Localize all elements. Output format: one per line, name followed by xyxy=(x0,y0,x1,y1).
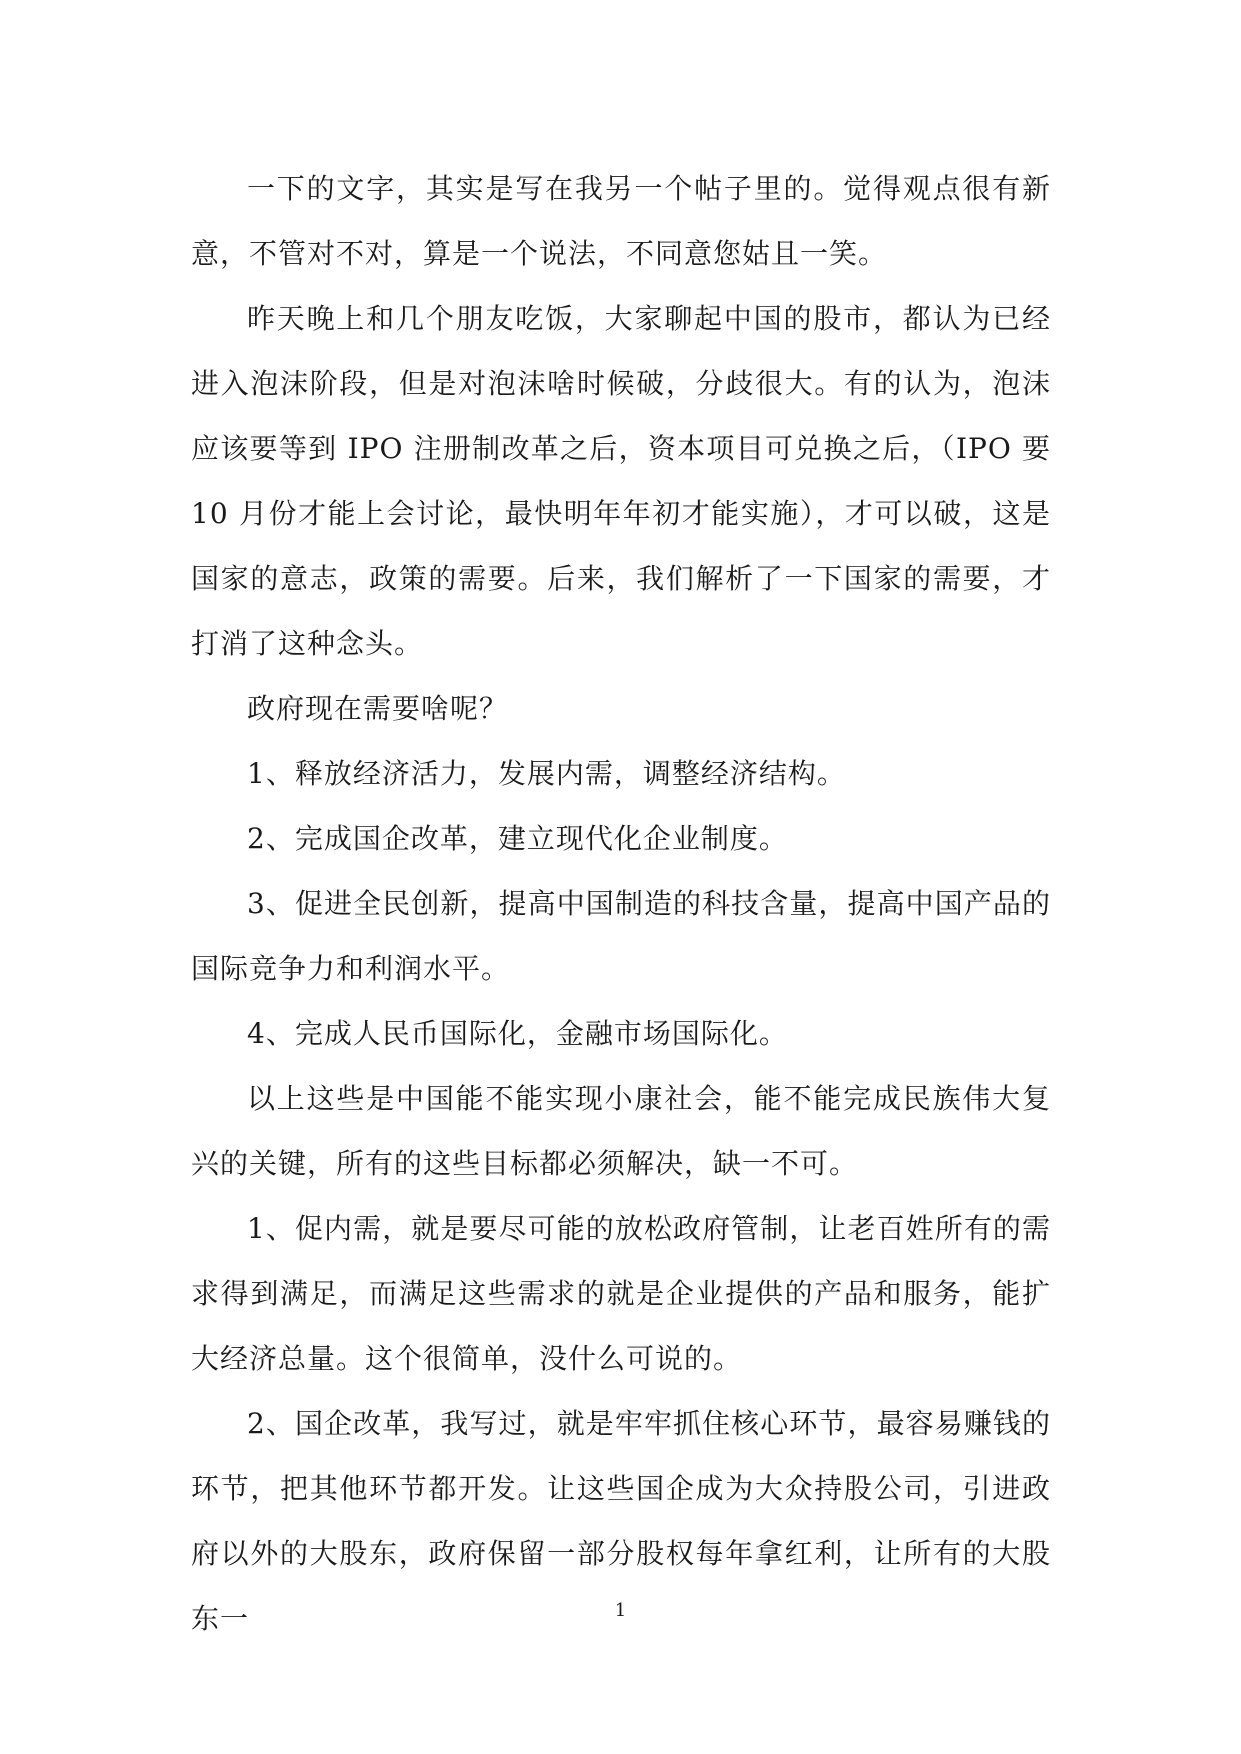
document-body xyxy=(191,156,1051,1651)
paragraph-dinner-discussion: 昨天晚上和几个朋友吃饭，大家聊起中国的股市，都认为已经进入泡沫阶段，但是对泡沫啥时候破，分歧很大。有的认为，泡沫应该要等到 IPO 注册制改革之后，资本项目可兑换之后，（IPO 要 10 月份才能上会讨论，最快明年年初才能实施），才可以破，这是国家的意志，政策的需要。后来，我们解析了一下国家的需要，才打消了这种念头。 xyxy=(191,302,1051,660)
page-number: 1 xyxy=(614,1600,627,1621)
list-item-goal-2: 2、完成国企改革，建立现代化企业制度。 xyxy=(247,822,788,855)
paragraph-summary: 以上这些是中国能不能实现小康社会，能不能完成民族伟大复兴的关键，所有的这些目标都必须解决，缺一不可。 xyxy=(191,1082,1051,1180)
paragraph-domestic-demand: 1、促内需，就是要尽可能的放松政府管制，让老百姓所有的需求得到满足，而满足这些需求的就是企业提供的产品和服务，能扩大经济总量。这个很简单，没什么可说的。 xyxy=(191,1212,1051,1375)
list-item-goal-4: 4、完成人民币国际化，金融市场国际化。 xyxy=(247,1017,788,1050)
paragraph-intro: 一下的文字，其实是写在我另一个帖子里的。觉得观点很有新意，不管对不对，算是一个说法，不同意您姑且一笑。 xyxy=(191,172,1051,270)
paragraph-soe-reform: 2、国企改革，我写过，就是牢牢抓住核心环节，最容易赚钱的环节，把其他环节都开发。让这些国企成为大众持股公司，引进政府以外的大股东，政府保留一部分股权每年拿红利，让所有的大股东一 xyxy=(191,1407,1051,1635)
list-item-goal-3: 3、促进全民创新，提高中国制造的科技含量，提高中国产品的国际竞争力和利润水平。 xyxy=(191,887,1051,985)
paragraph-question: 政府现在需要啥呢？ xyxy=(247,692,509,725)
list-item-goal-1: 1、释放经济活力，发展内需，调整经济结构。 xyxy=(247,757,846,790)
